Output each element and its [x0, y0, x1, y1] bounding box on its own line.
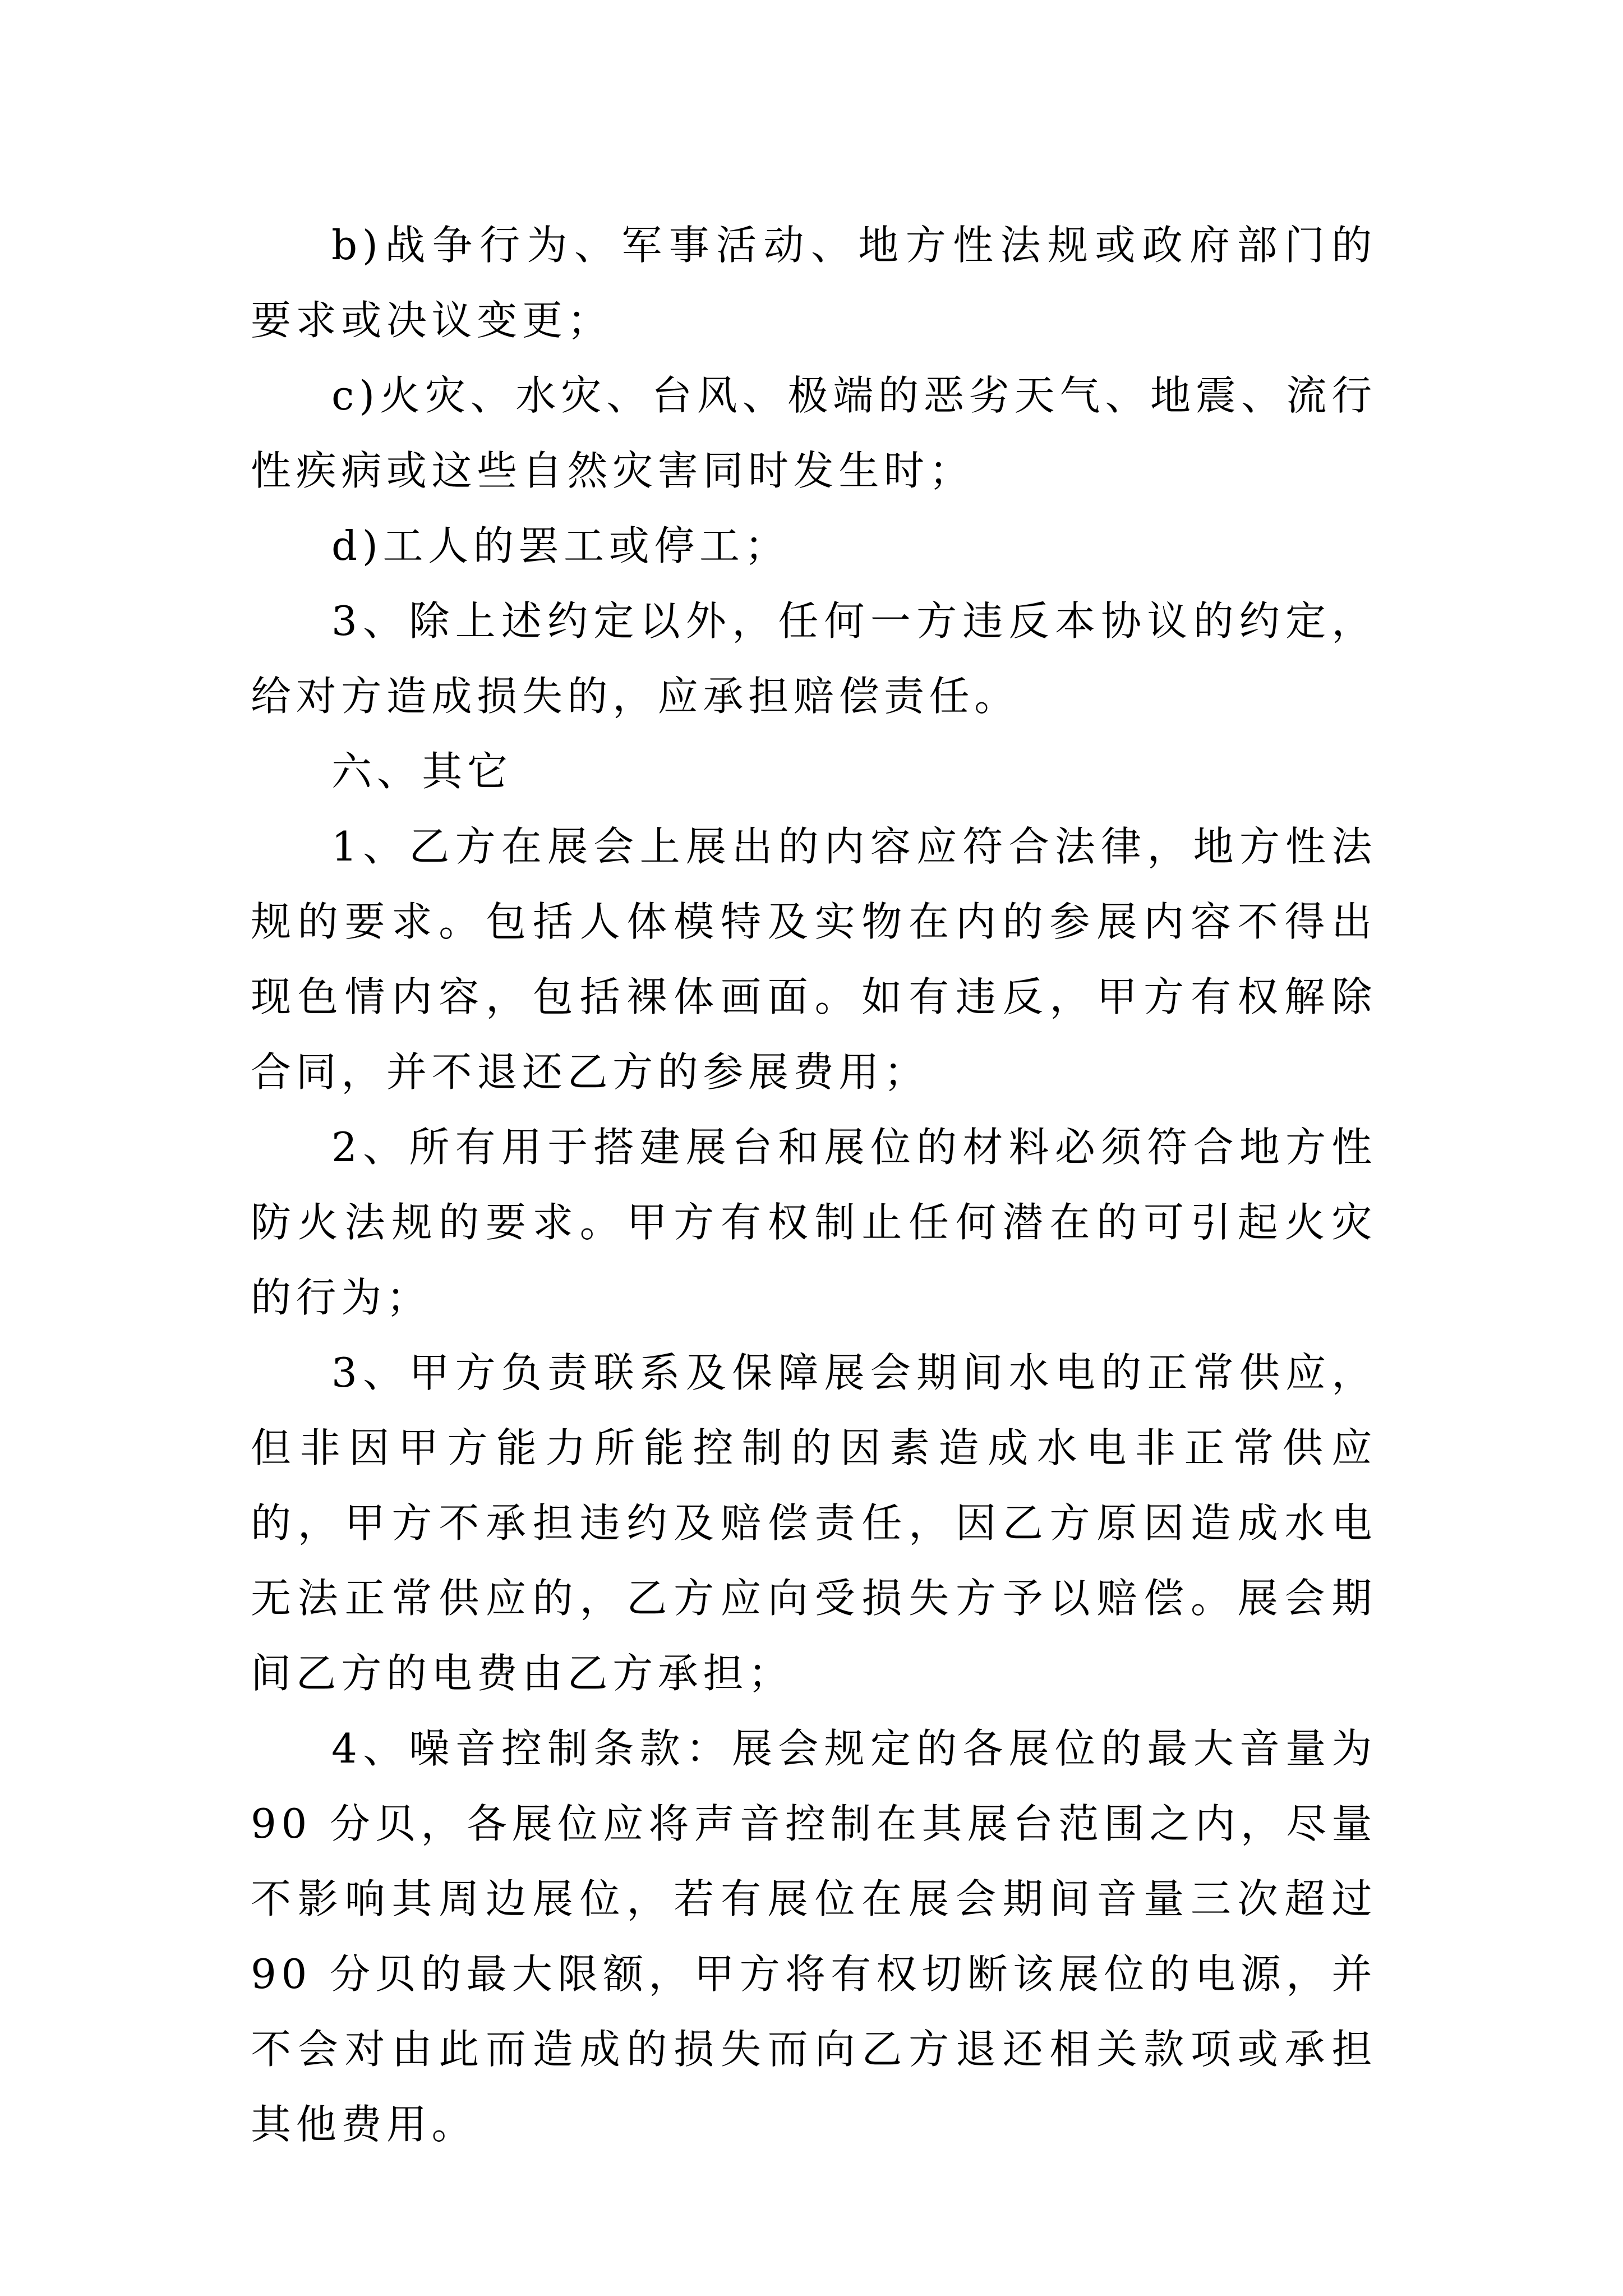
- clause-4-noise-control: 4、噪音控制条款：展会规定的各展位的最大音量为 90 分贝，各展位应将声音控制在其展台范围之内，尽量不影响其周边展位，若有展位在展会期间音量三次超过 90 分贝的最大限额，甲方将有权切断该展位的电源，并不会对由此而造成的损失而向乙方退还相关款项或承担其他费用。: [251, 1725, 1377, 2148]
- clause-3-liability: 3、除上述约定以外，任何一方违反本协议的约定，给对方造成损失的，应承担赔偿责任。: [251, 597, 1377, 720]
- clause-c-natural-disasters: c)火灾、水灾、台风、极端的恶劣天气、地震、流行性疾病或这些自然灾害同时发生时；: [251, 372, 1377, 494]
- document-body: [251, 208, 1377, 2162]
- section-heading-other: 六、其它: [331, 748, 513, 795]
- clause-b-war-military: b)战争行为、军事活动、地方性法规或政府部门的要求或决议变更；: [251, 222, 1377, 344]
- clause-1-exhibit-content: 1、乙方在展会上展出的内容应符合法律，地方性法规的要求。包括人体模特及实物在内的参展内容不得出现色情内容，包括裸体画面。如有违反，甲方有权解除合同，并不退还乙方的参展费用；: [251, 823, 1377, 1096]
- clause-3-utilities: 3、甲方负责联系及保障展会期间水电的正常供应，但非因甲方能力所能控制的因素造成水电非正常供应的，甲方不承担违约及赔偿责任，因乙方原因造成水电无法正常供应的，乙方应向受损失方予以赔偿。展会期间乙方的电费由乙方承担；: [251, 1349, 1377, 1697]
- clause-d-strikes: d)工人的罢工或停工；: [331, 522, 790, 569]
- clause-2-fire-safety: 2、所有用于搭建展台和展位的材料必须符合地方性防火法规的要求。甲方有权制止任何潜在的可引起火灾的行为；: [251, 1124, 1377, 1321]
